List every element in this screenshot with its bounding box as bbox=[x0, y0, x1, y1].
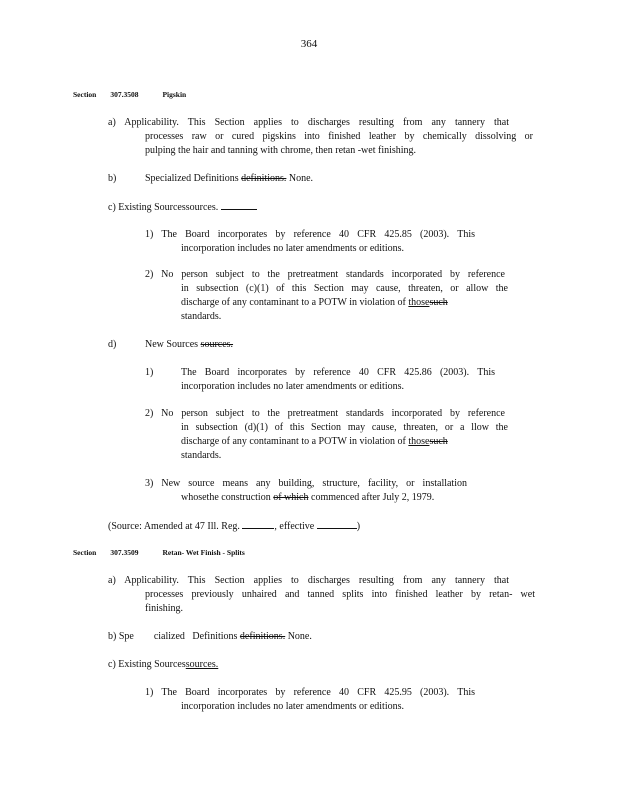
s3509-para-c-heading bbox=[108, 658, 218, 671]
struck-text: definitions. bbox=[239, 631, 286, 642]
d3-whose: whosethe bbox=[181, 492, 219, 503]
inserted-text: those bbox=[408, 297, 430, 308]
section-heading-3509 bbox=[73, 548, 245, 557]
d1-number: 1) bbox=[145, 367, 154, 378]
c2-line4: standards. bbox=[181, 311, 222, 322]
c1-line2: incorporation includes no later amendments or editions. bbox=[181, 243, 404, 254]
struck-text: such bbox=[429, 436, 448, 447]
deletion-line bbox=[221, 200, 257, 210]
para-a-line1: a) Applicability. This Section applies to discharges resulting from any tannery that bbox=[108, 117, 509, 128]
s3509-para-a-line2: processes previously unhaired and tanned splits into finished leather by retan- wet bbox=[145, 589, 535, 600]
s3509-c1-line2: incorporation includes no later amendments or editions. bbox=[181, 701, 404, 712]
s3509-para-a-line1: a) Applicability. This Section applies to discharges resulting from any tannery that bbox=[108, 575, 509, 586]
struck-text: of which bbox=[273, 492, 309, 503]
s3509-para-b bbox=[108, 630, 312, 643]
struck-text: definitions. bbox=[241, 173, 287, 184]
d2-line3 bbox=[181, 435, 448, 448]
para-d-heading bbox=[145, 338, 233, 351]
section-title: Pigskin bbox=[162, 90, 187, 99]
para-a-line3: pulping the hair and tanning with chrome, then retan -wet finishing. bbox=[145, 145, 417, 156]
s3509-para-b-heading: b) Spe cialized Definitions bbox=[108, 631, 238, 642]
source-note bbox=[108, 519, 360, 533]
para-b-text bbox=[145, 172, 313, 185]
s3509-c1-line1: 1) The Board incorporates by reference 40 CFR 425.95 (2003). This bbox=[145, 687, 475, 698]
section-number: 307.3509 bbox=[110, 548, 139, 557]
blank-line bbox=[317, 519, 357, 529]
source-text: (Source: Amended at 47 Ill. Reg. bbox=[108, 521, 240, 532]
d3-line1: 3) New source means any building, structure, facility, or installation bbox=[145, 478, 467, 489]
source-close: ) bbox=[356, 521, 361, 532]
section-word: Section bbox=[73, 548, 97, 557]
c2-line1: 2) No person subject to the pretreatment standards incorporated by reference bbox=[145, 269, 505, 280]
d3-line2 bbox=[181, 491, 434, 504]
d1-line2: incorporation includes no later amendments or editions. bbox=[181, 381, 404, 392]
inserted-text: those bbox=[408, 436, 430, 447]
section-title: Retan- Wet Finish - Splits bbox=[162, 548, 245, 557]
para-b-value: None. bbox=[288, 173, 314, 184]
d2-line4: standards. bbox=[181, 450, 222, 461]
d1-line1: The Board incorporates by reference 40 CFR 425.86 (2003). This bbox=[181, 367, 495, 378]
d3-rest: commenced after July 2, 1979. bbox=[308, 492, 435, 503]
s3509-para-c-title: c) Existing Sources bbox=[108, 659, 186, 670]
c2-line3 bbox=[181, 296, 448, 309]
para-d-label: d) bbox=[108, 339, 117, 350]
s3509-para-b-value: None. bbox=[287, 631, 312, 642]
page-number: 364 bbox=[300, 38, 318, 50]
struck-text: sources. bbox=[200, 339, 234, 350]
para-c-title: c) Existing Sourcessources. bbox=[108, 202, 219, 213]
c2-line2: in subsection (c)(1) of this Section may cause, threaten, or allow the bbox=[181, 283, 508, 294]
para-c-heading bbox=[108, 200, 257, 214]
para-d-title: New Sources bbox=[145, 339, 199, 350]
struck-text: such bbox=[429, 297, 448, 308]
para-b-label: b) bbox=[108, 173, 117, 184]
c2-line3-text: discharge of any contaminant to a POTW in violation of bbox=[181, 297, 406, 308]
source-effective: , effective bbox=[274, 521, 315, 532]
inserted-text: sources. bbox=[185, 659, 219, 670]
s3509-para-a-line3: finishing. bbox=[145, 603, 184, 614]
para-b-heading: Specialized Definitions bbox=[145, 173, 239, 184]
blank-line bbox=[242, 519, 274, 529]
d2-line1: 2) No person subject to the pretreatment standards incorporated by reference bbox=[145, 408, 505, 419]
section-word: Section bbox=[73, 90, 97, 99]
para-a-line2: processes raw or cured pigskins into finished leather by chemically dissolving or bbox=[145, 131, 533, 142]
d2-line2: in subsection (d)(1) of this Section may cause, threaten, or a llow the bbox=[181, 422, 508, 433]
d3-construction: construction bbox=[218, 492, 271, 503]
section-heading-3508 bbox=[73, 90, 186, 99]
section-number: 307.3508 bbox=[110, 90, 139, 99]
d2-line3-text: discharge of any contaminant to a POTW in violation of bbox=[181, 436, 406, 447]
c1-line1: 1) The Board incorporates by reference 40 CFR 425.85 (2003). This bbox=[145, 229, 475, 240]
